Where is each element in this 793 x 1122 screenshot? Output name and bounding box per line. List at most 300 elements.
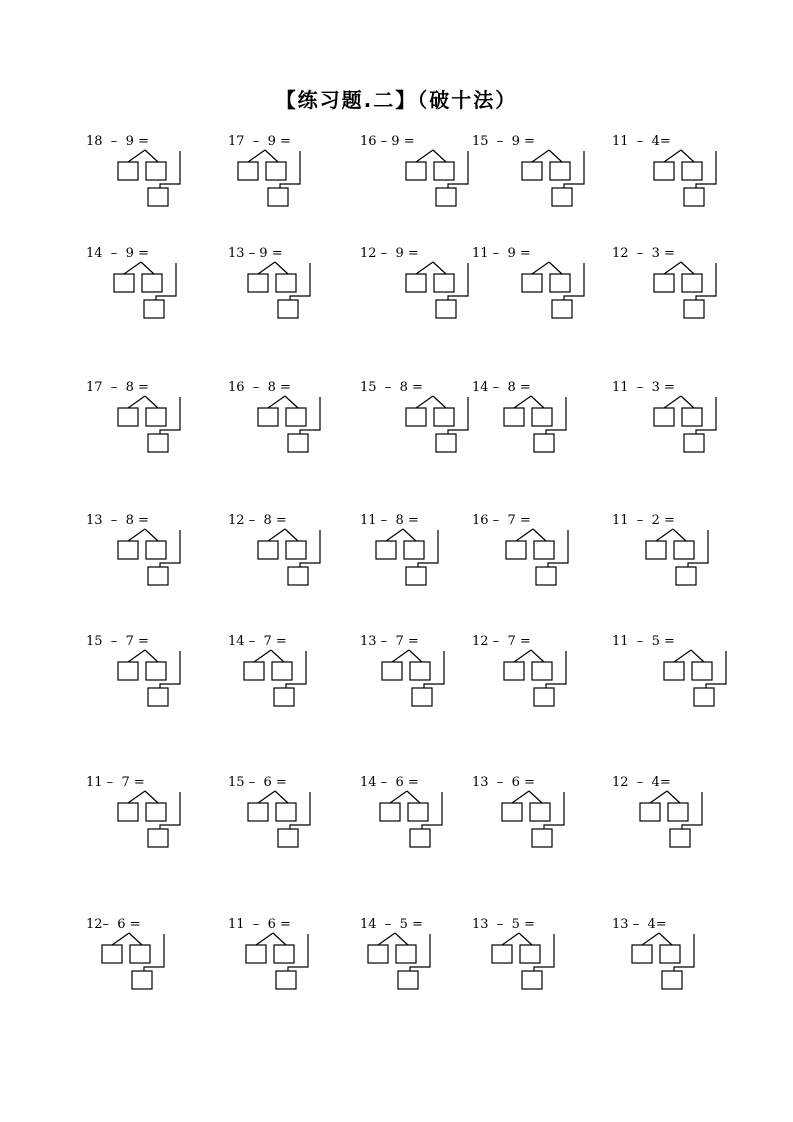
decomposition-diagram (472, 134, 612, 214)
equation-text: 12 – 4= (612, 775, 671, 790)
result-box[interactable] (406, 567, 426, 585)
result-box[interactable] (148, 829, 168, 847)
equation-text: 11 – 5 = (612, 634, 675, 649)
decomposition-diagram (86, 380, 226, 460)
decomposition-diagram (612, 380, 752, 460)
result-box[interactable] (276, 971, 296, 989)
decomposition-diagram (228, 513, 368, 593)
branch-line (673, 529, 686, 541)
answer-box[interactable] (146, 162, 166, 180)
branch-line (128, 791, 145, 803)
answer-box[interactable] (434, 408, 454, 426)
result-box[interactable] (522, 971, 542, 989)
equation-text: 16 – 9 = (360, 134, 415, 149)
answer-box[interactable] (286, 408, 306, 426)
bracket-line (448, 263, 468, 300)
bracket-line (300, 397, 320, 434)
equation-text: 14 – 9 = (86, 246, 149, 261)
bracket-line (696, 151, 716, 188)
answer-box[interactable] (244, 662, 264, 680)
bracket-line (160, 651, 180, 688)
branch-line (514, 650, 531, 662)
equation-text: 11 – 3 = (612, 380, 675, 395)
answer-box[interactable] (274, 945, 294, 963)
branch-line (664, 262, 681, 274)
answer-box[interactable] (674, 541, 694, 559)
branch-line (285, 529, 298, 541)
decomposition-diagram (86, 917, 226, 997)
answer-box[interactable] (406, 162, 426, 180)
branch-line (390, 791, 407, 803)
result-box[interactable] (410, 829, 430, 847)
answer-box[interactable] (534, 541, 554, 559)
branch-line (533, 529, 546, 541)
bracket-line (564, 151, 584, 188)
equation-text: 17 – 8 = (86, 380, 149, 395)
equation-text: 15 – 9 = (472, 134, 535, 149)
problem-item (472, 134, 612, 214)
bracket-line (160, 397, 180, 434)
result-box[interactable] (398, 971, 418, 989)
decomposition-diagram (472, 775, 612, 855)
decomposition-diagram (228, 246, 368, 326)
problem-item (86, 134, 226, 214)
answer-box[interactable] (654, 274, 674, 292)
branch-line (129, 933, 142, 945)
branch-line (409, 650, 422, 662)
answer-box[interactable] (248, 803, 268, 821)
equation-text: 11 – 7 = (86, 775, 145, 790)
bracket-line (156, 263, 176, 300)
branch-line (650, 791, 667, 803)
branch-line (268, 396, 285, 408)
decomposition-diagram (612, 513, 752, 593)
branch-line (642, 933, 659, 945)
answer-box[interactable] (654, 408, 674, 426)
answer-box[interactable] (102, 945, 122, 963)
branch-line (145, 150, 158, 162)
decomposition-diagram (472, 380, 612, 460)
branch-line (112, 933, 129, 945)
answer-box[interactable] (434, 274, 454, 292)
decomposition-diagram (612, 134, 752, 214)
problem-item (472, 513, 612, 593)
problem-item (612, 917, 752, 997)
answer-box[interactable] (660, 945, 680, 963)
branch-line (145, 396, 158, 408)
result-box[interactable] (676, 567, 696, 585)
answer-box[interactable] (522, 274, 542, 292)
answer-box[interactable] (532, 408, 552, 426)
answer-box[interactable] (380, 803, 400, 821)
branch-line (128, 529, 145, 541)
problem-item (86, 917, 226, 997)
decomposition-diagram (472, 917, 612, 997)
branch-line (516, 529, 533, 541)
bracket-line (418, 530, 438, 567)
bracket-line (546, 651, 566, 688)
branch-line (659, 933, 672, 945)
answer-box[interactable] (146, 803, 166, 821)
bracket-line (682, 792, 702, 829)
result-box[interactable] (532, 829, 552, 847)
answer-box[interactable] (382, 662, 402, 680)
branch-line (254, 650, 271, 662)
branch-line (681, 150, 694, 162)
problem-item (612, 134, 752, 214)
result-box[interactable] (684, 300, 704, 318)
problem-item (228, 634, 368, 714)
answer-box[interactable] (396, 945, 416, 963)
answer-box[interactable] (404, 541, 424, 559)
bracket-line (448, 397, 468, 434)
answer-box[interactable] (406, 274, 426, 292)
equation-text: 13 – 5 = (472, 917, 535, 932)
answer-box[interactable] (276, 274, 296, 292)
branch-line (128, 650, 145, 662)
answer-box[interactable] (146, 541, 166, 559)
result-box[interactable] (684, 188, 704, 206)
decomposition-diagram (228, 634, 368, 714)
answer-box[interactable] (410, 662, 430, 680)
equation-text: 18 – 9 = (86, 134, 149, 149)
answer-box[interactable] (530, 803, 550, 821)
bracket-line (144, 934, 164, 971)
equation-text: 14 – 5 = (360, 917, 423, 932)
branch-line (519, 933, 532, 945)
page-title: 【练习题.二】（破十法） (275, 88, 518, 112)
result-box[interactable] (436, 188, 456, 206)
branch-line (433, 150, 446, 162)
problem-item (86, 380, 226, 460)
branch-line (667, 791, 680, 803)
answer-box[interactable] (532, 662, 552, 680)
bracket-line (424, 651, 444, 688)
result-box[interactable] (148, 567, 168, 585)
branch-line (407, 791, 420, 803)
answer-box[interactable] (550, 274, 570, 292)
branch-line (271, 650, 284, 662)
decomposition-diagram (612, 917, 752, 997)
bracket-line (696, 397, 716, 434)
branch-line (502, 933, 519, 945)
result-box[interactable] (662, 971, 682, 989)
decomposition-diagram (472, 246, 612, 326)
branch-line (268, 529, 285, 541)
equation-text: 11 – 6 = (228, 917, 291, 932)
result-box[interactable] (268, 188, 288, 206)
bracket-line (288, 934, 308, 971)
branch-line (285, 396, 298, 408)
bracket-line (688, 530, 708, 567)
result-box[interactable] (694, 688, 714, 706)
bracket-line (696, 263, 716, 300)
branch-line (386, 529, 403, 541)
answer-box[interactable] (368, 945, 388, 963)
result-box[interactable] (288, 567, 308, 585)
problem-item (612, 634, 752, 714)
branch-line (395, 933, 408, 945)
branch-line (275, 791, 288, 803)
branch-line (532, 150, 549, 162)
problem-item (472, 775, 612, 855)
bracket-line (564, 263, 584, 300)
answer-box[interactable] (248, 274, 268, 292)
decomposition-diagram (228, 380, 368, 460)
result-box[interactable] (144, 300, 164, 318)
answer-box[interactable] (504, 408, 524, 426)
answer-box[interactable] (502, 803, 522, 821)
branch-line (258, 791, 275, 803)
branch-line (378, 933, 395, 945)
result-box[interactable] (684, 434, 704, 452)
answer-box[interactable] (646, 541, 666, 559)
equation-text: 13 – 9 = (228, 246, 283, 261)
answer-box[interactable] (118, 662, 138, 680)
bracket-line (422, 792, 442, 829)
branch-line (531, 650, 544, 662)
equation-text: 15 – 6 = (228, 775, 287, 790)
answer-box[interactable] (520, 945, 540, 963)
bracket-line (546, 397, 566, 434)
answer-box[interactable] (266, 162, 286, 180)
equation-text: 15 – 8 = (360, 380, 423, 395)
problem-item (612, 775, 752, 855)
answer-box[interactable] (286, 541, 306, 559)
branch-line (416, 262, 433, 274)
answer-box[interactable] (406, 408, 426, 426)
equation-text: 14 – 7 = (228, 634, 287, 649)
result-box[interactable] (534, 688, 554, 706)
decomposition-diagram (612, 634, 752, 714)
decomposition-diagram (228, 917, 368, 997)
bracket-line (286, 651, 306, 688)
equation-text: 11 – 9 = (472, 246, 531, 261)
answer-box[interactable] (118, 541, 138, 559)
equation-text: 13 – 8 = (86, 513, 149, 528)
problem-item (228, 513, 368, 593)
answer-box[interactable] (118, 162, 138, 180)
equation-text: 16 – 7 = (472, 513, 531, 528)
answer-box[interactable] (276, 803, 296, 821)
answer-box[interactable] (632, 945, 652, 963)
result-box[interactable] (534, 434, 554, 452)
bracket-line (410, 934, 430, 971)
equation-text: 16 – 8 = (228, 380, 291, 395)
branch-line (141, 262, 154, 274)
decomposition-diagram (86, 246, 226, 326)
problem-item (228, 917, 368, 997)
equation-text: 13 – 4= (612, 917, 667, 932)
equation-text: 12 – 7 = (472, 634, 531, 649)
equation-text: 13 – 7 = (360, 634, 419, 649)
branch-line (416, 396, 433, 408)
answer-box[interactable] (246, 945, 266, 963)
branch-line (681, 262, 694, 274)
branch-line (403, 529, 416, 541)
branch-line (145, 791, 158, 803)
equation-text: 13 – 6 = (472, 775, 535, 790)
answer-box[interactable] (654, 162, 674, 180)
branch-line (433, 396, 446, 408)
branch-line (531, 396, 544, 408)
branch-line (273, 933, 286, 945)
answer-box[interactable] (504, 662, 524, 680)
bracket-line (290, 792, 310, 829)
answer-box[interactable] (376, 541, 396, 559)
bracket-line (544, 792, 564, 829)
decomposition-diagram (472, 513, 612, 593)
answer-box[interactable] (114, 274, 134, 292)
answer-box[interactable] (668, 803, 688, 821)
equation-text: 11 – 4= (612, 134, 671, 149)
bracket-line (160, 151, 180, 188)
decomposition-diagram (612, 246, 752, 326)
problem-item (86, 634, 226, 714)
problem-item (472, 380, 612, 460)
problem-item (472, 246, 612, 326)
branch-line (124, 262, 141, 274)
bracket-line (706, 651, 726, 688)
result-box[interactable] (148, 434, 168, 452)
problem-item (612, 513, 752, 593)
answer-box[interactable] (640, 803, 660, 821)
answer-box[interactable] (146, 662, 166, 680)
branch-line (681, 396, 694, 408)
answer-box[interactable] (434, 162, 454, 180)
result-box[interactable] (278, 829, 298, 847)
decomposition-diagram (228, 775, 368, 855)
bracket-line (290, 263, 310, 300)
problem-item (472, 634, 612, 714)
branch-line (549, 262, 562, 274)
equation-text: 12 – 8 = (228, 513, 287, 528)
problem-item (228, 775, 368, 855)
bracket-line (160, 792, 180, 829)
answer-box[interactable] (272, 662, 292, 680)
decomposition-diagram (86, 775, 226, 855)
branch-line (128, 396, 145, 408)
answer-box[interactable] (118, 408, 138, 426)
problem-item (86, 513, 226, 593)
branch-line (256, 933, 273, 945)
answer-box[interactable] (682, 162, 702, 180)
equation-text: 11 – 2 = (612, 513, 675, 528)
decomposition-diagram (228, 134, 368, 214)
bracket-line (280, 151, 300, 188)
bracket-line (534, 934, 554, 971)
branch-line (128, 150, 145, 162)
problem-item (86, 775, 226, 855)
result-box[interactable] (552, 188, 572, 206)
decomposition-diagram (86, 634, 226, 714)
result-box[interactable] (132, 971, 152, 989)
answer-box[interactable] (258, 408, 278, 426)
result-box[interactable] (278, 300, 298, 318)
equation-text: 17 – 9 = (228, 134, 291, 149)
result-box[interactable] (274, 688, 294, 706)
decomposition-diagram (612, 775, 752, 855)
equation-text: 15 – 7 = (86, 634, 149, 649)
branch-line (512, 791, 529, 803)
bracket-line (674, 934, 694, 971)
branch-line (514, 396, 531, 408)
answer-box[interactable] (408, 803, 428, 821)
branch-line (416, 150, 433, 162)
answer-box[interactable] (682, 408, 702, 426)
branch-line (549, 150, 562, 162)
branch-line (145, 650, 158, 662)
result-box[interactable] (148, 688, 168, 706)
problem-item (228, 380, 368, 460)
branch-line (433, 262, 446, 274)
problem-item (612, 380, 752, 460)
bracket-line (160, 530, 180, 567)
decomposition-diagram (86, 134, 226, 214)
answer-box[interactable] (130, 945, 150, 963)
branch-line (275, 262, 288, 274)
result-box[interactable] (412, 688, 432, 706)
bracket-line (448, 151, 468, 188)
branch-line (392, 650, 409, 662)
result-box[interactable] (436, 434, 456, 452)
answer-box[interactable] (492, 945, 512, 963)
bracket-line (300, 530, 320, 567)
branch-line (664, 396, 681, 408)
result-box[interactable] (670, 829, 690, 847)
equation-text: 14 – 8 = (472, 380, 531, 395)
branch-line (258, 262, 275, 274)
problem-item (472, 917, 612, 997)
branch-line (674, 650, 691, 662)
branch-line (529, 791, 542, 803)
branch-line (656, 529, 673, 541)
answer-box[interactable] (238, 162, 258, 180)
answer-box[interactable] (522, 162, 542, 180)
result-box[interactable] (148, 188, 168, 206)
answer-box[interactable] (664, 662, 684, 680)
problem-item (228, 246, 368, 326)
result-box[interactable] (552, 300, 572, 318)
result-box[interactable] (288, 434, 308, 452)
answer-box[interactable] (550, 162, 570, 180)
result-box[interactable] (536, 567, 556, 585)
answer-box[interactable] (258, 541, 278, 559)
branch-line (265, 150, 278, 162)
answer-box[interactable] (118, 803, 138, 821)
branch-line (664, 150, 681, 162)
answer-box[interactable] (692, 662, 712, 680)
equation-text: 12 – 9 = (360, 246, 419, 261)
problem-item (228, 134, 368, 214)
equation-text: 12 – 3 = (612, 246, 675, 261)
equation-text: 12– 6 = (86, 917, 141, 932)
branch-line (248, 150, 265, 162)
answer-box[interactable] (506, 541, 526, 559)
decomposition-diagram (86, 513, 226, 593)
answer-box[interactable] (146, 408, 166, 426)
answer-box[interactable] (142, 274, 162, 292)
bracket-line (548, 530, 568, 567)
equation-text: 11 – 8 = (360, 513, 419, 528)
answer-box[interactable] (682, 274, 702, 292)
problem-item (612, 246, 752, 326)
branch-line (145, 529, 158, 541)
branch-line (532, 262, 549, 274)
problem-item (86, 246, 226, 326)
result-box[interactable] (436, 300, 456, 318)
branch-line (691, 650, 704, 662)
